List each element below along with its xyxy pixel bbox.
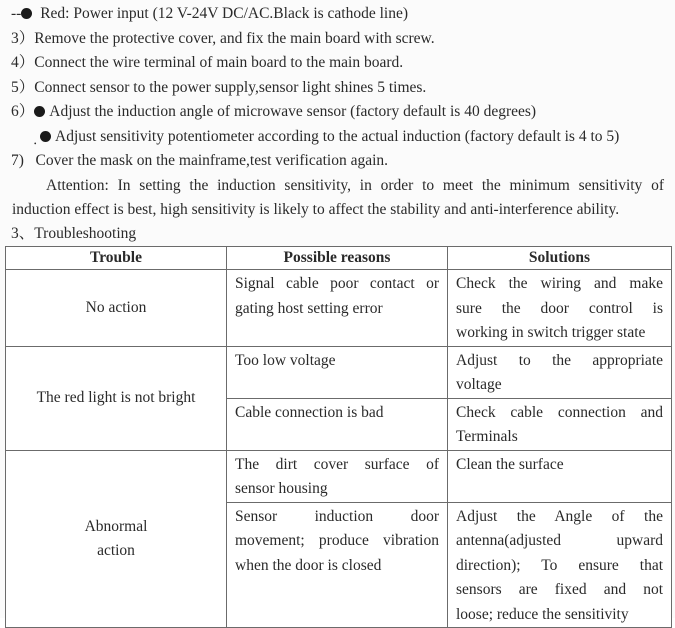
attention-line-2: induction effect is best, high sensitivity is likely to affect the stability and anti-interference ability. xyxy=(12,201,620,218)
reason-cell xyxy=(227,502,448,628)
solution-cell xyxy=(448,346,672,398)
small-mark: • xyxy=(34,140,37,148)
trouble-red-light: The red light is not bright xyxy=(6,346,227,450)
solution-cell xyxy=(448,270,672,347)
reason-line: gating host setting error xyxy=(235,299,383,317)
reason-line: Too low voltage xyxy=(235,351,336,369)
step-6 xyxy=(11,102,536,122)
step-4: 4）Connect the wire terminal of main board to the main board. xyxy=(11,54,404,71)
header-possible-reasons: Possible reasons xyxy=(227,247,448,270)
power-input-line xyxy=(11,4,408,24)
attention-paragraph xyxy=(12,174,664,222)
solution-cell xyxy=(448,450,672,502)
trouble-abnormal-action xyxy=(6,450,227,628)
reason-line: Sensor induction door xyxy=(235,507,439,525)
reason-line: when the door is closed xyxy=(235,556,382,574)
solution-line: Clean the surface xyxy=(456,455,564,473)
reason-line: movement; produce vibration xyxy=(235,532,439,549)
trouble-line: Abnormal xyxy=(84,517,148,535)
trouble-no-action: No action xyxy=(6,270,227,347)
table-row xyxy=(6,346,672,398)
reason-line: The dirt cover surface of xyxy=(235,455,439,473)
solution-line: loose; reduce the sensitivity xyxy=(456,605,629,623)
table-row xyxy=(6,270,672,347)
solution-cell xyxy=(448,398,672,450)
trouble-line: action xyxy=(97,541,135,559)
solution-line: Adjust to the appropriate xyxy=(456,351,663,369)
troubleshooting-heading: 3、Troubleshooting xyxy=(11,225,137,242)
solution-line: Adjust the Angle of the xyxy=(456,507,663,525)
solution-line: antenna(adjusted upward xyxy=(456,532,663,549)
reason-line: sensor housing xyxy=(235,480,328,497)
header-trouble: Trouble xyxy=(6,247,227,270)
step-7: 7) Cover the mask on the mainframe,test verification again. xyxy=(11,152,389,169)
step-5: 5）Connect sensor to the power supply,sensor light shines 5 times. xyxy=(11,79,427,96)
bullet-icon xyxy=(21,8,32,19)
solution-line: Check the wiring and make xyxy=(456,275,663,292)
attention-line-1: Attention: In setting the induction sensitivity, in order to meet the minimum sensitivity of xyxy=(46,177,664,194)
reason-cell xyxy=(227,270,448,347)
dash-prefix: -- xyxy=(11,5,22,22)
solution-line: direction); To ensure that xyxy=(456,556,663,574)
power-input-text: Red: Power input (12 V-24V DC/AC.Black is cathode line) xyxy=(40,5,409,22)
reason-line: Cable connection is bad xyxy=(235,403,384,421)
bullet-icon xyxy=(40,131,51,142)
solution-line: voltage xyxy=(456,376,502,393)
step-6b-text: Adjust sensitivity potentiometer according to the actual induction (factory default is 4 to 5) xyxy=(55,128,620,145)
step-6-number: 6） xyxy=(11,103,35,120)
step-3: 3）Remove the protective cover, and fix the main board with screw. xyxy=(11,30,435,47)
solution-line: Check cable connection and xyxy=(456,403,663,421)
solution-line: working in switch trigger state xyxy=(456,324,646,341)
reason-cell xyxy=(227,450,448,502)
reason-cell xyxy=(227,398,448,450)
reason-line: Signal cable poor contact or xyxy=(235,275,439,292)
troubleshooting-table xyxy=(5,246,672,628)
table-row xyxy=(6,450,672,502)
solution-cell xyxy=(448,502,672,628)
solution-line: sure the door control is xyxy=(456,299,663,317)
table-header-row xyxy=(6,247,672,270)
header-solutions: Solutions xyxy=(448,247,672,270)
bullet-icon xyxy=(34,106,45,117)
step-6-text: Adjust the induction angle of microwave sensor (factory default is 40 degrees) xyxy=(49,103,537,120)
reason-cell xyxy=(227,346,448,398)
solution-line: sensors are fixed and not xyxy=(456,581,663,598)
solution-line: Terminals xyxy=(456,428,518,445)
step-6b xyxy=(34,127,619,147)
